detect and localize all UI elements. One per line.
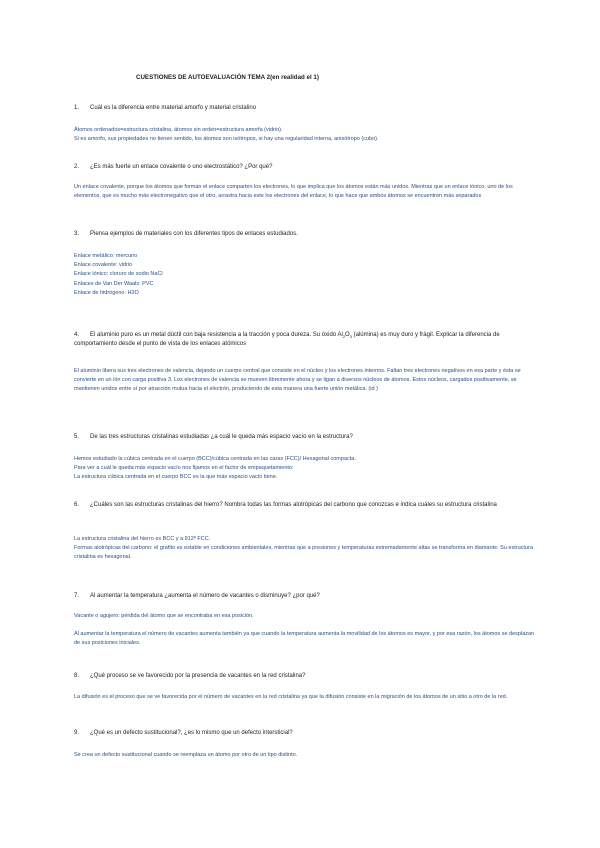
question-text-oxygen: O [345,332,350,338]
answer-8 [74,693,536,702]
question-number: 5. [74,434,80,440]
question-number: 1. [74,105,80,111]
question-text: ¿Es más fuerte un enlace covalente o uno electrostático? ¿Por qué? [90,164,273,170]
question-text-end: (alúmina) es muy duro y frágil. Explicar la diferencia de comportamiento desde el punto de vista de los enlaces atómicos [74,332,500,347]
answer-line: Enlace metálico: mercurio [74,253,138,259]
question-9 [74,729,536,738]
answer-line: La estructura cristalina del hierro es BCC y a 912º FCC. [74,536,211,542]
question-text: ¿Cuáles son las estructuras cristalinas del hierro? Nombra todas las formas alotrópicas del carbono que conozcas e indica cuáles su estructura cristalina [90,502,497,508]
answer-1 [74,126,536,144]
answer-line: Enlaces de Van Der Waals: PVC [74,280,154,287]
question-number: 2. [74,164,80,170]
question-1 [74,104,536,113]
answer-line: Al aumentar la temperatura el número de vacantes aumenta también ya que cuando la temperatura aumenta la movilidad de los átomos es mayor, y por esa razón, los átomos se desplazan de sus posiciones iniciales. [74,631,535,647]
question-number: 8. [74,673,80,679]
question-number: 4. [74,332,80,338]
subscript-2: 2 [342,334,346,340]
question-text: ¿Qué es un defecto sustitucional?, ¿es lo mismo que un defecto intersticial? [90,730,293,736]
answer-line: Hemos estudiado la cúbica centrada en el cuerpo (BCC)/cúbica centrada en las caras (FCC)/ Hexagonal compacta. [74,456,356,462]
answer-line: Enlace iónico: cloruro de sodio NaCl [74,271,163,278]
answer-line: Enlace covalente: vidrio [74,262,133,269]
answer-6 [74,535,536,563]
answer-3 [74,252,536,298]
question-text-start: El aluminio puro es un metal dúctil con baja resistencia a la tracción y poca dureza. Su óxido Al [90,332,343,338]
answer-9 [74,751,536,760]
answer-2 [74,183,536,201]
answer-line: Si es amorfo, sus propiedades no tienen sentido, los átomos son isótropos, si hay una regularidad interna, anisótropo (cubo). [74,136,379,143]
answer-7 [74,612,536,649]
question-text: Piensa ejemplos de materiales con los diferentes tipos de enlaces estudiados. [90,231,298,237]
question-number: 7. [74,593,80,599]
question-6 [74,501,536,510]
question-number: 6. [74,502,80,508]
question-4 [74,331,536,349]
answer-line: Formas alotrópicas del carbono: el grafito es estable en condiciones ambientales, mientras que a presiones y temperaturas extremadamente altas se transforma en diamante. Su estructura cristalina es hexagonal. [74,545,533,561]
subscript-3: 3 [349,334,352,340]
answer-line: Se crea un defecto sustitucional cuando se reemplaza un átomo por otro de un tipo distinto. [74,752,298,758]
answer-line: La estructura cúbica centrada en el cuerpo BCC es la que más espacio vacío tiene. [74,474,278,481]
document-title: CUESTIONES DE AUTOEVALUACIÓN TEMA 2(en realidad el 1) [136,74,319,81]
answer-5 [74,455,536,483]
answer-line: El aluminio libera sus tres electrones de valencia, dejando un cuerpo central que consiste en el núcleo y los electrones internos. Faltan tres electrones negativos en esa parte y ésta se convierte en un ión con carga positiva 3. Los electrones de valencia se mueven libremente ahora y se ligan a diversos núcleos de átomos. Estos núcleos, cargados positivamente, se mantienen unidos entre sí por atracción mutua hacia el electrón, produciendo de esta manera una fuerte unión metálica. (id ) [74,368,521,393]
answer-line: Vacante o agujero: pérdida del átomo que se encontraba en esa posición. [74,613,254,619]
question-2 [74,163,536,172]
answer-line: Enlace de hidrógeno: H2O [74,289,139,296]
question-text: ¿Qué proceso se ve favorecido por la presencia de vacantes en la red cristalina? [90,673,306,679]
answer-line: Un enlace covalente, porque los átomos que forman el enlace comparten los electrones, lo que implica que los átomos están más unidos. Mientras que un enlace iónico, uno de los elementos, que es mucho más electronegativo que el otro, arrastra hacia este los electrones del enlace, lo que hace que ambos átomos se encuentren más separados [74,184,513,200]
question-5 [74,433,536,442]
answer-line: Átomos ordenados=estructura cristalina, átomos sin orden=estructura amorfa (vidrio). [74,127,283,133]
question-7 [74,592,536,601]
answer-line: Para ver a cuál le queda más espacio vacío nos fijamos en el factor de empaquetamiento: [74,465,294,472]
question-3 [74,230,536,239]
answer-4 [74,367,536,395]
question-text: De las tres estructuras cristalinas estudiadas ¿a cuál le queda más espacio vacío en la estructura? [90,434,353,440]
question-8 [74,672,536,681]
question-number: 3. [74,231,80,237]
answer-line: La difusión es el proceso que se ve favorecida por el número de vacantes en la red cristalina ya que la difusión consiste en la migración de los átomos de un sitio a otro de la red. [74,694,508,700]
question-number: 9. [74,730,80,736]
question-text: Al aumentar la temperatura ¿aumenta el número de vacantes o disminuye? ¿por qué? [90,593,320,599]
question-text: Cuál es la diferencia entre material amorfo y material cristalino [90,105,257,111]
